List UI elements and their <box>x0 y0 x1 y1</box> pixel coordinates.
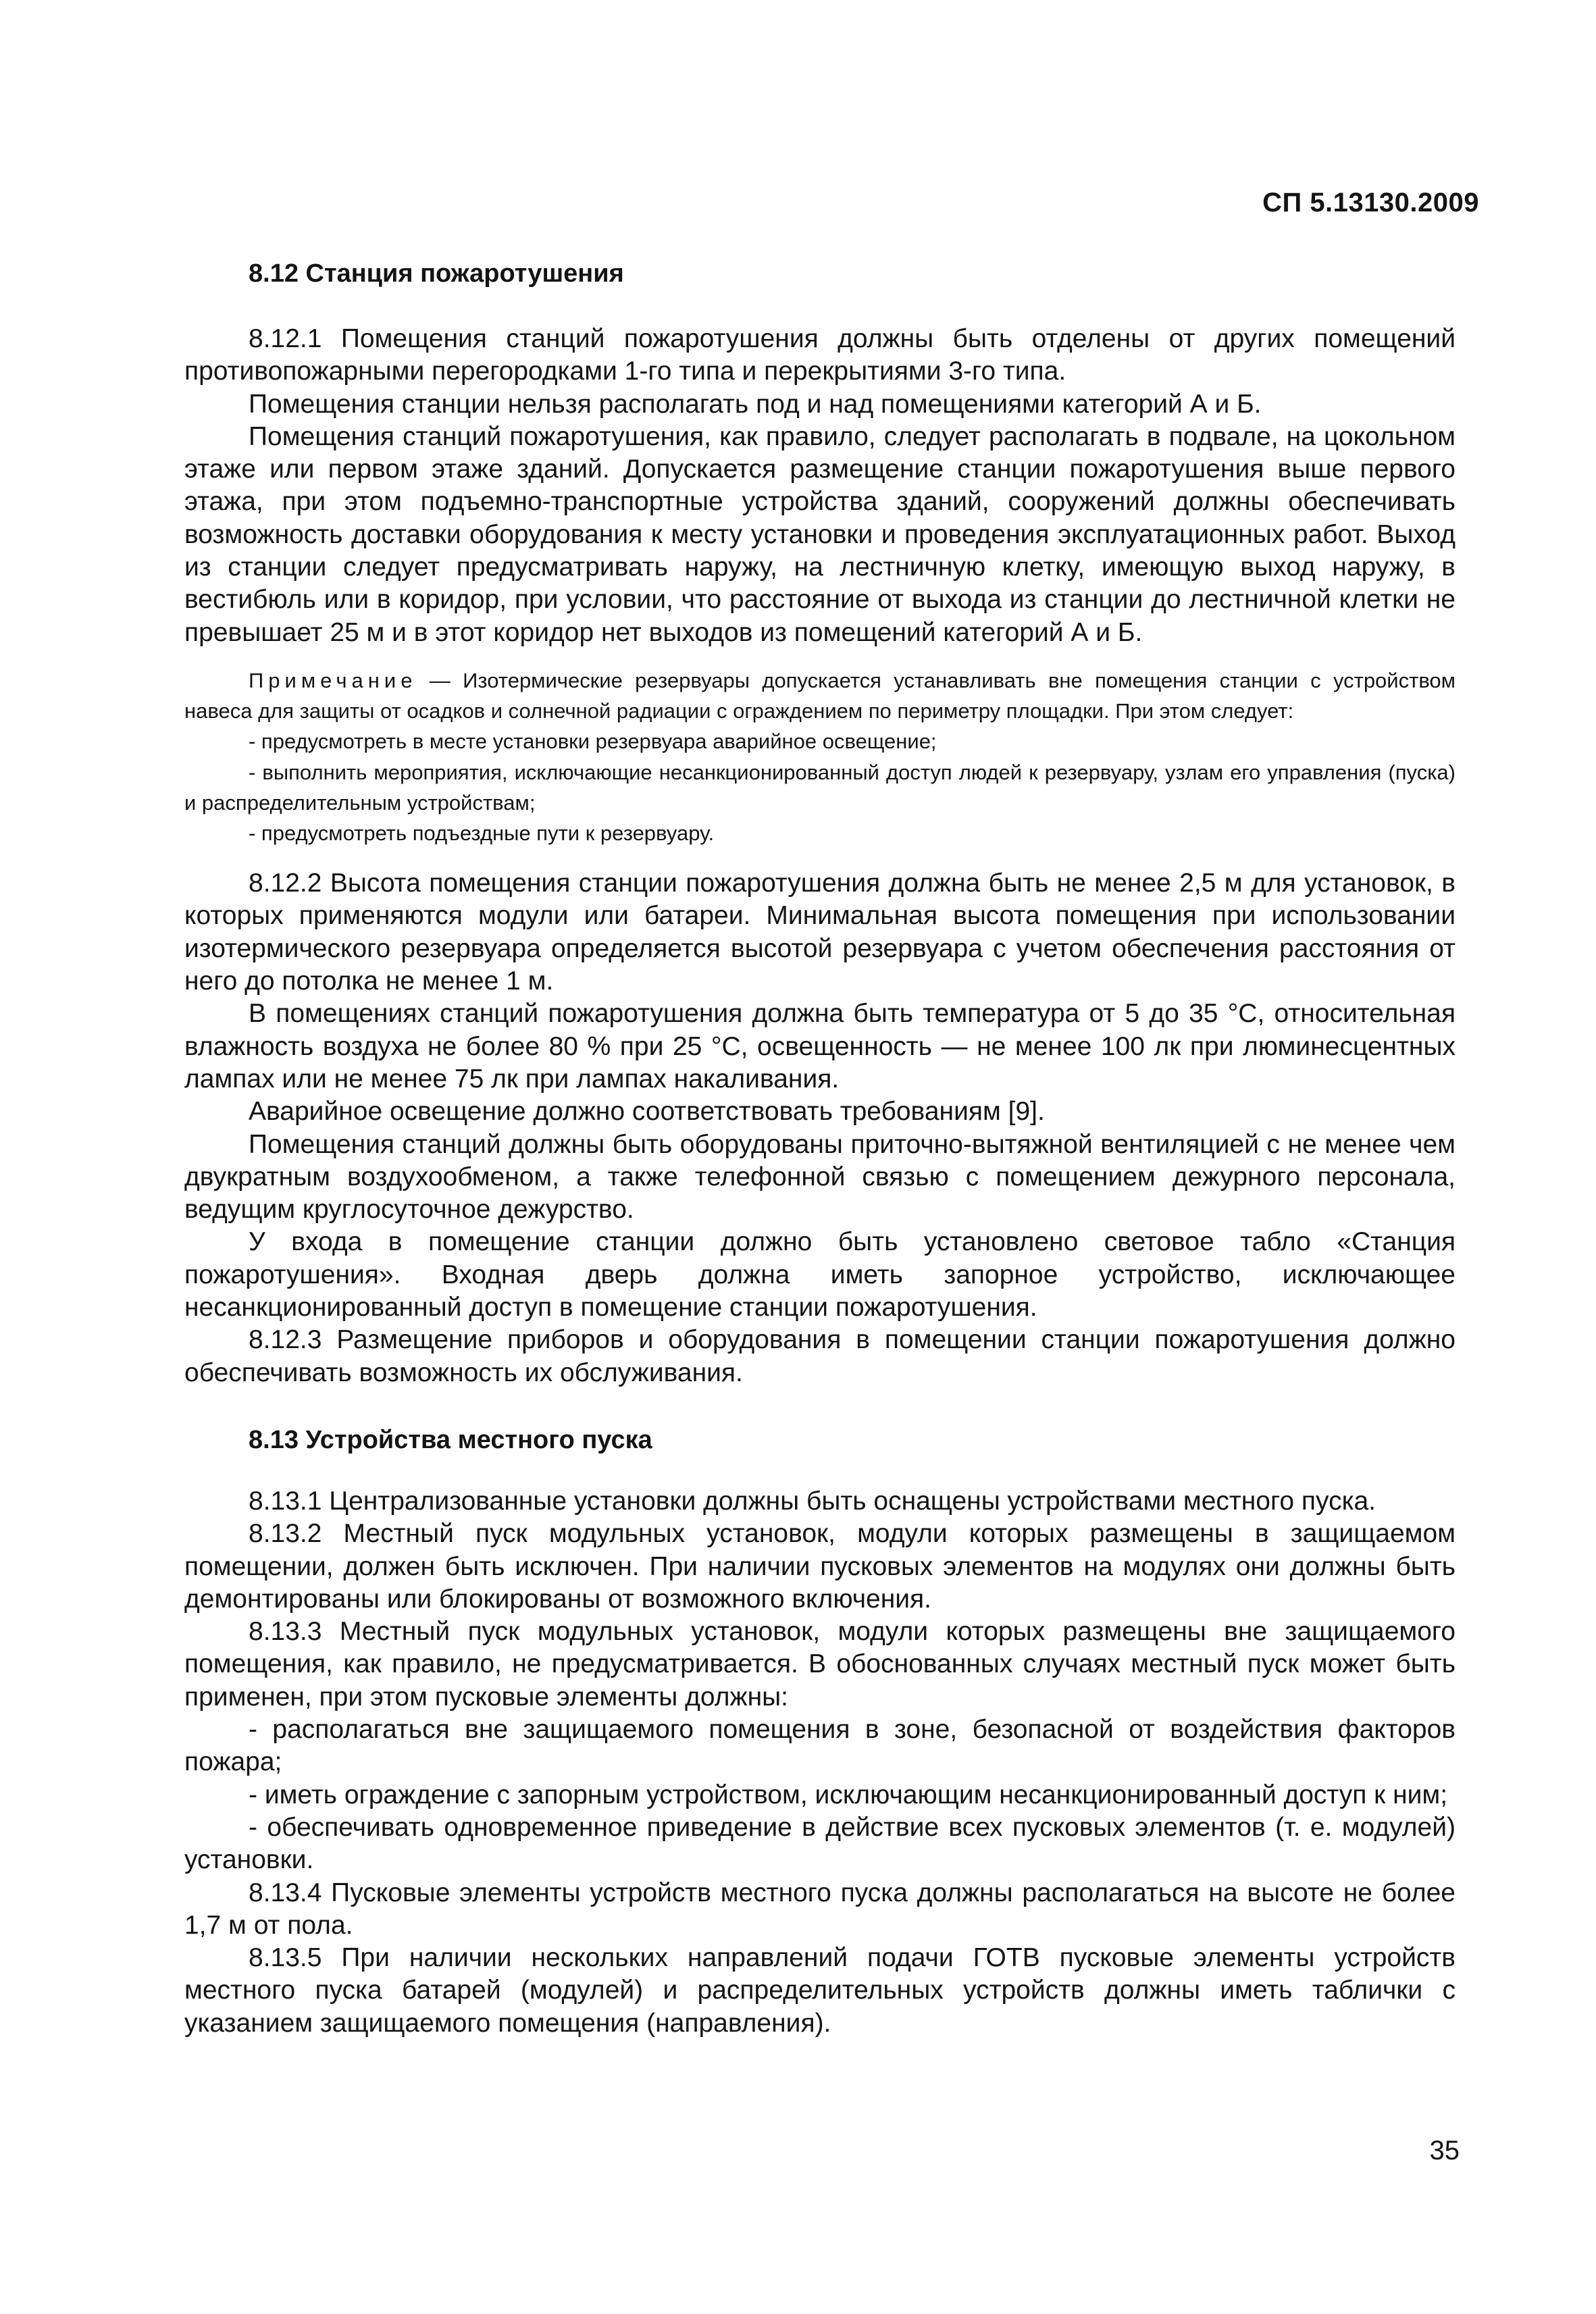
paragraph-8-13-2: 8.13.2 Местный пуск модульных установок, модули которых размещены в защищаемом помещении, должен быть исключен. При наличии пусковых элементов на модулях они должны быть демонтированы или блокированы от возможного включения. <box>184 1519 1456 1614</box>
note-item: - предусмотреть в месте установки резервуара аварийное освещение; <box>249 729 937 754</box>
list-item: - обеспечивать одновременное приведение в действие всех пусковых элементов (т. е. модулей) установки. <box>184 1812 1456 1875</box>
page-content <box>184 257 1456 2040</box>
paragraph-8-12-2: 8.12.2 Высота помещения станции пожаротушения должна быть не менее 2,5 м для установок, в которых применяются модули или батареи. Минимальная высота помещения при использовании изотермического резервуара определяется высотой резервуара с учетом обеспечения расстояния от него до потолка не менее 1 м. <box>184 869 1456 996</box>
note-dash: — <box>417 668 463 692</box>
paragraph-8-13-3: 8.13.3 Местный пуск модульных установок, модули которых размещены вне защищаемого помещения, как правило, не предусматривается. В обоснованных случаях местный пуск может быть применен, при этом пусковые элементы должны: <box>184 1617 1456 1712</box>
paragraph-emergency-lighting: Аварийное освещение должно соответствовать требованиям [9]. <box>249 1097 1045 1127</box>
paragraph-light-sign: У входа в помещение станции должно быть установлено световое табло «Станция пожаротушения». Входная дверь должна иметь запорное устройство, исключающее несанкционированный доступ в помещение станции пожаротушения. <box>184 1227 1456 1322</box>
paragraph-8-13-5: 8.13.5 При наличии нескольких направлений подачи ГОТВ пусковые элементы устройств местного пуска батарей (модулей) и распределительных устройств должны иметь таблички с указанием защищаемого помещения (направления). <box>184 1943 1456 2038</box>
paragraph-stations-placement-restriction: Помещения станции нельзя располагать под и над помещениями категорий А и Б. <box>249 389 1262 419</box>
note-block <box>184 665 1456 848</box>
section-title-8-13: 8.13 Устройства местного пуска <box>249 1425 652 1454</box>
note-lead: Примечание <box>249 668 417 692</box>
note-text: Изотермические резервуары допускается устанавливать вне помещения станции с устройством навеса для защиты от осадков и солнечной радиации с ограждением по периметру площадки. При этом следует: <box>184 668 1456 723</box>
paragraph-ventilation: Помещения станций должны быть оборудованы приточно-вытяжной вентиляцией с не менее чем двукратным воздухообменом, а также телефонной связью с помещением дежурного персонала, ведущим круглосуточное дежурство. <box>184 1129 1456 1225</box>
list-item: - располагаться вне защищаемого помещения в зоне, безопасной от воздействия факторов пожара; <box>184 1715 1456 1777</box>
paragraph-temperature: В помещениях станций пожаротушения должна быть температура от 5 до 35 °С, относительная влажность воздуха не более 80 % при 25 °С, освещенность — не менее 100 лк при люминесцентных лампах или не менее 75 лк при лампах накаливания. <box>184 999 1456 1094</box>
section-title-8-12: 8.12 Станция пожаротушения <box>249 259 624 288</box>
note-item: - выполнить мероприятия, исключающие несанкционированный доступ людей к резервуару, узлам его управления (пуска) и распределительным устройствам; <box>184 760 1456 815</box>
paragraph-stations-location: Помещения станций пожаротушения, как правило, следует располагать в подвале, на цокольном этаже или первом этаже зданий. Допускается размещение станции пожаротушения выше первого этажа, при этом подъемно-транспортные устройства зданий, сооружений должны обеспечивать возможность доставки оборудования к месту установки и проведения эксплуатационных работ. Выход из станции следует предусматривать наружу, на лестничную клетку, имеющую выход наружу, в вестибюль или в коридор, при условии, что расстояние от выхода из станции до лестничной клетки не превышает 25 м и в этот коридор нет выходов из помещений категорий А и Б. <box>184 421 1456 647</box>
document-code: СП 5.13130.2009 <box>1262 188 1479 217</box>
paragraph-8-13-4: 8.13.4 Пусковые элементы устройств местного пуска должны располагаться на высоте не более 1,7 м от пола. <box>184 1878 1456 1940</box>
paragraph-8-13-1: 8.13.1 Централизованные установки должны быть оснащены устройствами местного пуска. <box>249 1486 1376 1516</box>
note-paragraph <box>184 665 1456 726</box>
paragraph-8-12-3: 8.12.3 Размещение приборов и оборудования в помещении станции пожаротушения должно обеспечивать возможность их обслуживания. <box>184 1325 1456 1387</box>
note-item: - предусмотреть подъездные пути к резервуару. <box>249 821 715 845</box>
paragraph-8-12-1: 8.12.1 Помещения станций пожаротушения должны быть отделены от других помещений противопожарными перегородками 1-го типа и перекрытиями 3-го типа. <box>184 324 1456 386</box>
list-item: - иметь ограждение с запорным устройством, исключающим несанкционированный доступ к ним; <box>249 1780 1448 1809</box>
page-number: 35 <box>1429 2136 1460 2165</box>
